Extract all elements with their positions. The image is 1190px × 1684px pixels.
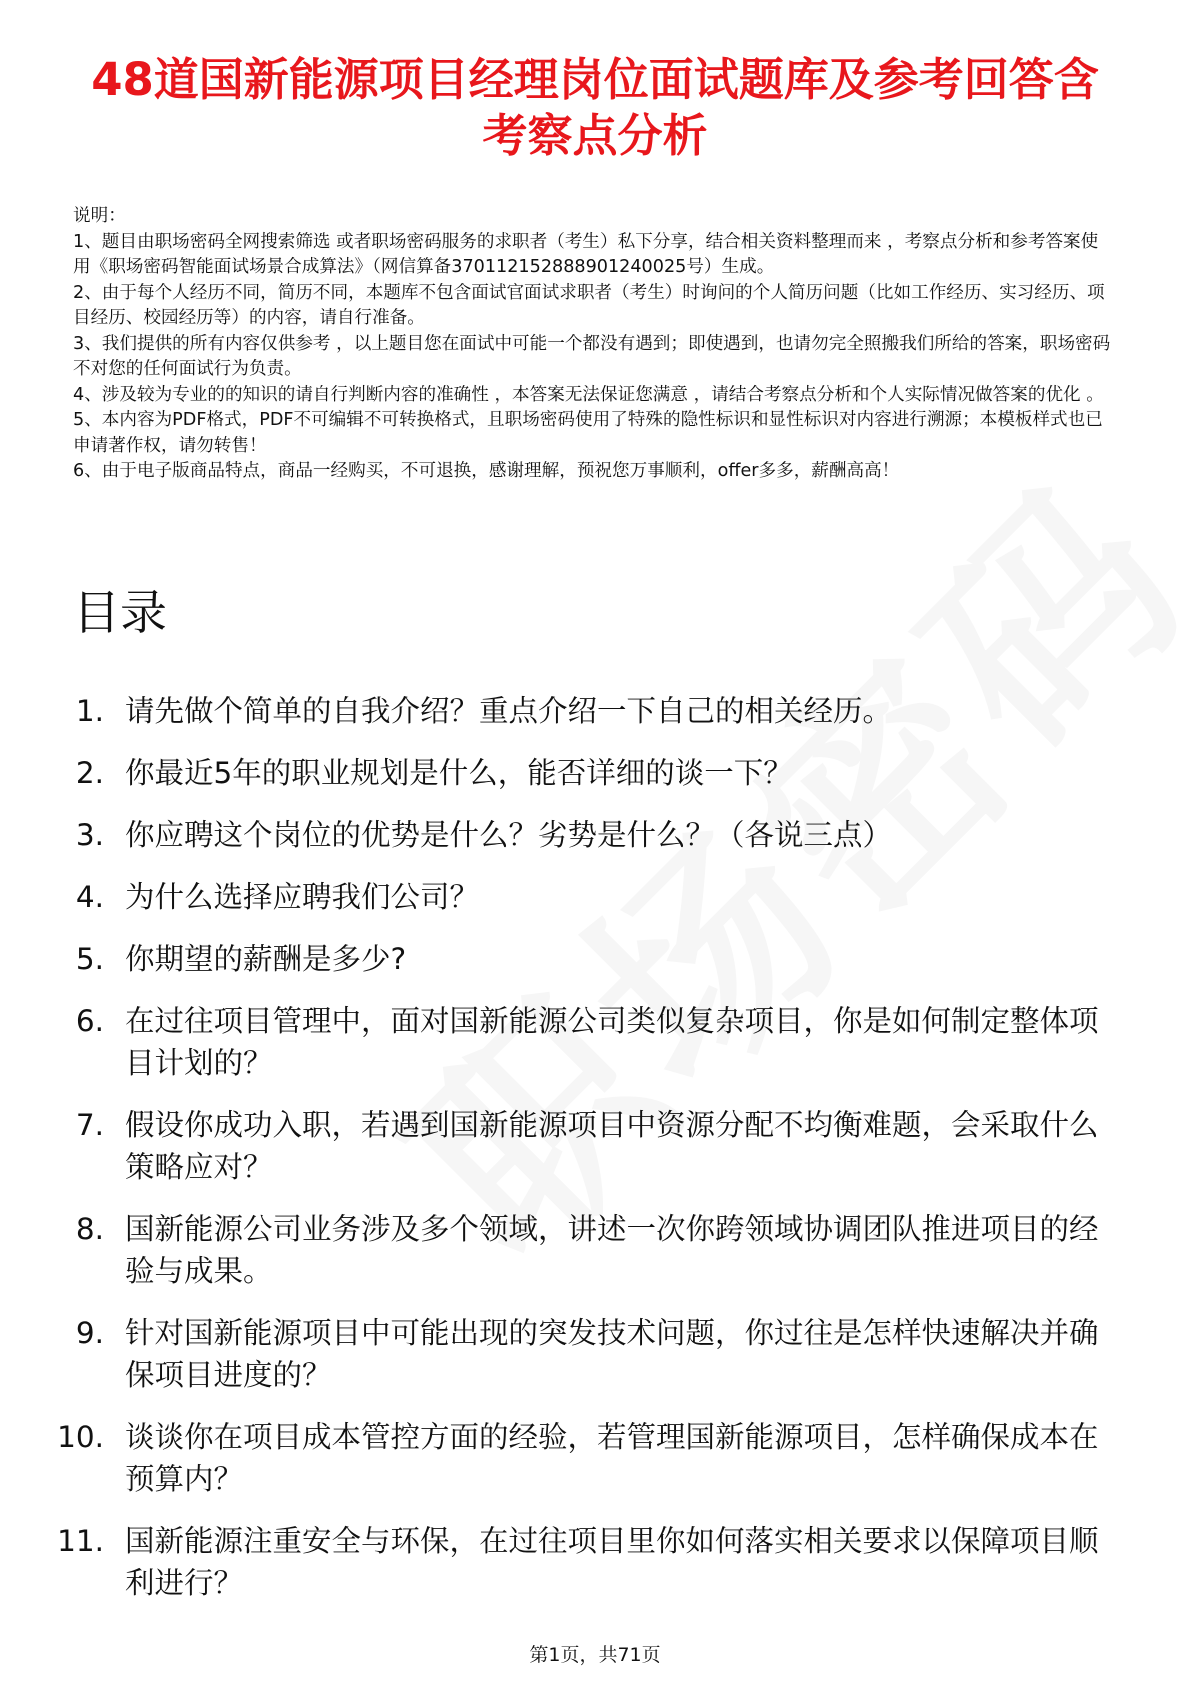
- toc-heading: 目录: [73, 586, 167, 641]
- toc-item: [0, 1000, 1115, 1084]
- toc-item-text: 在过往项目管理中，面对国新能源公司类似复杂项目，你是如何制定整体项目计划的？: [125, 1004, 1099, 1080]
- page-footer: 第1页，共71页: [529, 1644, 661, 1666]
- toc-item: [0, 1416, 1115, 1500]
- toc-item-number: 5.: [75, 942, 104, 976]
- toc-item-number: 6.: [75, 1004, 104, 1038]
- note-item: 1、题目由职场密码全网搜索筛选 或者职场密码服务的求职者（考生）私下分享，结合相关资料整理而来 ，考察点分析和参考答案使用《职场密码智能面试场景合成算法》（网信算备370112152888901240025号）生成。: [73, 231, 1099, 277]
- toc-item-number: 10.: [57, 1420, 104, 1454]
- toc-item: [0, 938, 1115, 980]
- toc-item-text: 国新能源公司业务涉及多个领域，讲述一次你跨领域协调团队推进项目的经验与成果。: [125, 1212, 1099, 1288]
- toc-item-text: 谈谈你在项目成本管控方面的经验，若管理国新能源项目，怎样确保成本在预算内？: [125, 1420, 1099, 1496]
- toc-item: [0, 690, 1115, 732]
- notes-heading: 说明：: [73, 206, 126, 226]
- toc-item-number: 8.: [75, 1212, 104, 1246]
- toc-item-text: 假设你成功入职，若遇到国新能源项目中资源分配不均衡难题，会采取什么策略应对？: [125, 1108, 1099, 1184]
- toc-item-text: 请先做个简单的自我介绍？重点介绍一下自己的相关经历。: [125, 694, 893, 728]
- note-item: 2、由于每个人经历不同，简历不同，本题库不包含面试官面试求职者（考生）时询问的个人简历问题（比如工作经历、实习经历、项目经历、校园经历等）的内容，请自行准备。: [73, 282, 1105, 328]
- toc-item: [0, 1312, 1115, 1396]
- toc-item-number: 3.: [75, 818, 104, 852]
- toc-item-text: 针对国新能源项目中可能出现的突发技术问题，你过往是怎样快速解决并确保项目进度的？: [125, 1316, 1099, 1392]
- toc-item-number: 9.: [75, 1316, 104, 1350]
- toc-item-text: 你期望的薪酬是多少?: [125, 942, 407, 976]
- toc-item: [0, 1520, 1115, 1604]
- toc-item: [0, 752, 1115, 794]
- toc-item-number: 4.: [75, 880, 104, 914]
- toc-item: [0, 814, 1115, 856]
- toc-item-number: 7.: [75, 1108, 104, 1142]
- note-item: 6、由于电子版商品特点，商品一经购买，不可退换，感谢理解，预祝您万事顺利，offer多多，薪酬高高！: [73, 461, 900, 481]
- toc-list: [0, 690, 1190, 1624]
- toc-item-number: 2.: [75, 756, 104, 790]
- toc-item: [0, 876, 1115, 918]
- toc-item-text: 你最近5年的职业规划是什么，能否详细的谈一下？: [125, 756, 793, 790]
- note-item: 4、涉及较为专业的的知识的请自行判断内容的准确性 ，本答案无法保证您满意 ，请结合考察点分析和个人实际情况做答案的优化 。: [73, 384, 1104, 405]
- toc-item-text: 国新能源注重安全与环保，在过往项目里你如何落实相关要求以保障项目顺利进行？: [125, 1524, 1099, 1600]
- toc-item: [0, 1104, 1115, 1188]
- toc-item-number: 1.: [75, 694, 104, 728]
- document-title: 48道国新能源项目经理岗位面试题库及参考回答含考察点分析: [91, 53, 1099, 162]
- toc-item-text: 为什么选择应聘我们公司？: [125, 880, 480, 914]
- toc-item: [0, 1208, 1115, 1292]
- toc-item-text: 你应聘这个岗位的优势是什么？劣势是什么？（各说三点）: [125, 818, 893, 852]
- note-item: 3、我们提供的所有内容仅供参考 ，以上题目您在面试中可能一个都没有遇到；即使遇到，也请勿完全照搬我们所给的答案，职场密码不对您的任何面试行为负责。: [73, 333, 1111, 379]
- notes-section: [73, 204, 1113, 485]
- toc-item-number: 11.: [57, 1524, 104, 1558]
- note-item: 5、本内容为PDF格式，PDF不可编辑不可转换格式，且职场密码使用了特殊的隐性标识和显性标识对内容进行溯源；本模板样式也已申请著作权，请勿转售！: [73, 410, 1103, 456]
